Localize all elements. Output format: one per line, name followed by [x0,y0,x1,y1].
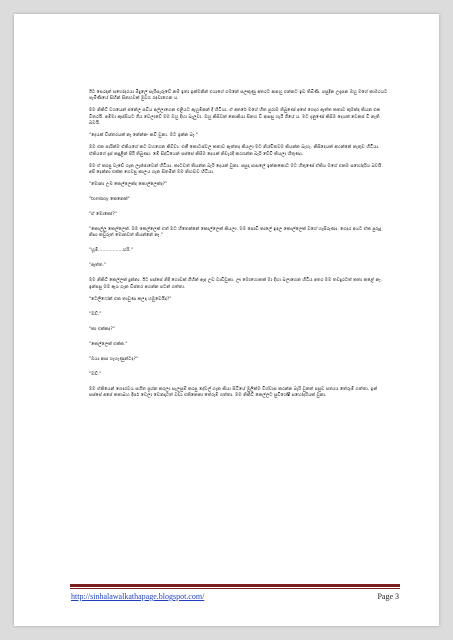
dialogue-line: "ඔව්." [89,311,102,317]
page-number: Page 3 [377,592,399,601]
paragraph: "දෙයක් විස්තරයක් නෑ නේන්නං කවි වුනා. මට ඉන්න බෑ." [89,133,198,139]
dialogue-line: "ඇත්ත." [89,263,107,269]
dialogue-line: "කොල්ලු කෙල්ලෙක්. මම කෙල්ලෙක් එත් මට හිතෙන්නේ කොල්ලෙක් කියලා. මම පොඩි කාලේ ඉඳල කොල්ලෙක් වගේ හැසිරුණා. ගෙදර අයට ඒක පුරුදු නිසා කවුරුත් මොනවත් කියන්නේ නෑ." [89,227,382,239]
dialogue-line: "කා එක්කද?" [89,326,115,332]
dialogue-line: "කෙල්ලෙක් එක්ක." [89,341,128,347]
document-page [14,14,439,626]
footer-blog-link[interactable]: http://sinhalawalkathapage.blogspot.com/ [71,592,205,601]
dialogue-line: "මොනා උඹ කෙල්ලෙක්ද කොල්ලෙක්ද?" [89,182,168,188]
story-body [89,90,389,405]
dialogue-line: "ඔයා ආස ගැහැණුන්ටද?" [89,356,139,362]
dialogue-line: "හූම්.................හරි." [89,248,133,254]
paragraph: මම නිකිට් කෙල්ලක් දුන්නා. ඊට පස්සේ නිදි ගොඩක් ගිහින් ඇඳ උඩ වාඩිවුනා. ඌ මොහොතක් මා දිහා බලාගෙන හිටිය අතර මම තවදුරටත් කතා කළේ නෑ. ඉන්පසු මම ඇය ගැන විස්තර අහන්න පටන් ගත්තා. [89,278,382,290]
footer-divider-thin [70,588,400,589]
paragraph: මම නිකිට් වශයෙන් ජනේල පඩිය අල්ලාගෙන එළියට ඇහුම්කන් දී හිටියා. ඒ අතරේ මගේ හිත පුරාම තිබුණේ අපේ ගෙදර ඇත්ත කතාව කුමක්ද කියන එක විතරයි. අම්මා කුස්සියට ගිය වෙලාවේ මම ඔහු දිහා බැලුවා. ඔහු කිසිවක් නොකියා සිනහ වී ආපසු හැරී ගියේ ය. මට දැනුණේ කිසිම දෙයක් වෙනස් වී නැති බවයි. [89,108,381,127]
paragraph: මම ඒකියෙන් ගෞරවය සහිත ප්‍රශ්න කරලා සැලසුම් කරපු දේවල් ගැන කියා සිටියේ මුලින්ම විශ්වාස කරන්න බැරි වුනත් පසුව සත්‍යය තේරුම් ගත්තා. ඉන් පස්සේ අපේ කතාබහ දීර්ඝ වෙලා වෙනදාටත් වඩා එකිනෙකා තේරුම් ගත්තා. මම නිකිට් කෙල්ලට සුවිශේෂී සහෝදරියක් වුනා. [89,386,378,399]
dialogue-line: "ටෙලිෆෝන් එක තාවුණ කලදා හමුවෙයිද?" [89,296,172,302]
dialogue-line: "ඔව්." [89,371,102,377]
dialogue-line: "ඒ මොකෝ?" [89,212,117,218]
paragraph: මම ඒ කරපු වැඩේ ගැන ලැජ්ජාවෙන් හිටියා. කාටවත් කියන්න බැරි දෙයක් වුනා. පසුදා පාසලේ ඉන්නකොට මට හිතුණේ ඒකිය මගේ එකම සහෝදරිය බවයි. අපි දෙන්නා එක්ක ගෙවපු කාලය ගැන සිතමින් මම නිහඬව හිටියා. [89,163,383,176]
paragraph: මම එක පාරින්ම ඒකියගේ කට වහගෙන කිව්වා. එකී කොටස්වල කතාව ඇත්තද කියලා මට නිශ්චිතවම කියන්න බැහැ. කිසිදෙයක් අහන්නේ නැතුව හිටියා. ඒකියගේ දෑස් කඳුළින් පිරී තිබුණා. මේ සිද්ධියෙන් පස්සේ කිසිම දෙයක් නිවැරදි කරගන්න බැරි වේවි කියලා හිතුණා. [89,145,380,157]
paragraph: ඊට පෙරදාත් සහෝදරයා මිදුලේ සැරිසැරුවේ නම් ඉතා ඉක්මනින් එයාගේ ගමනේ සලකුණු අතරට ආපහු එන්නට ඉඩ තිබිණි. පසුදින උදෑසන ඔහු මගේ කාමරයට පැමිණියේ සිහින් සිනහවක් මුවග රඳවාගෙන ය. [89,90,388,102]
dialogue-line: "tomboy කෙනෙක්" [89,197,130,203]
footer-divider [70,584,400,587]
